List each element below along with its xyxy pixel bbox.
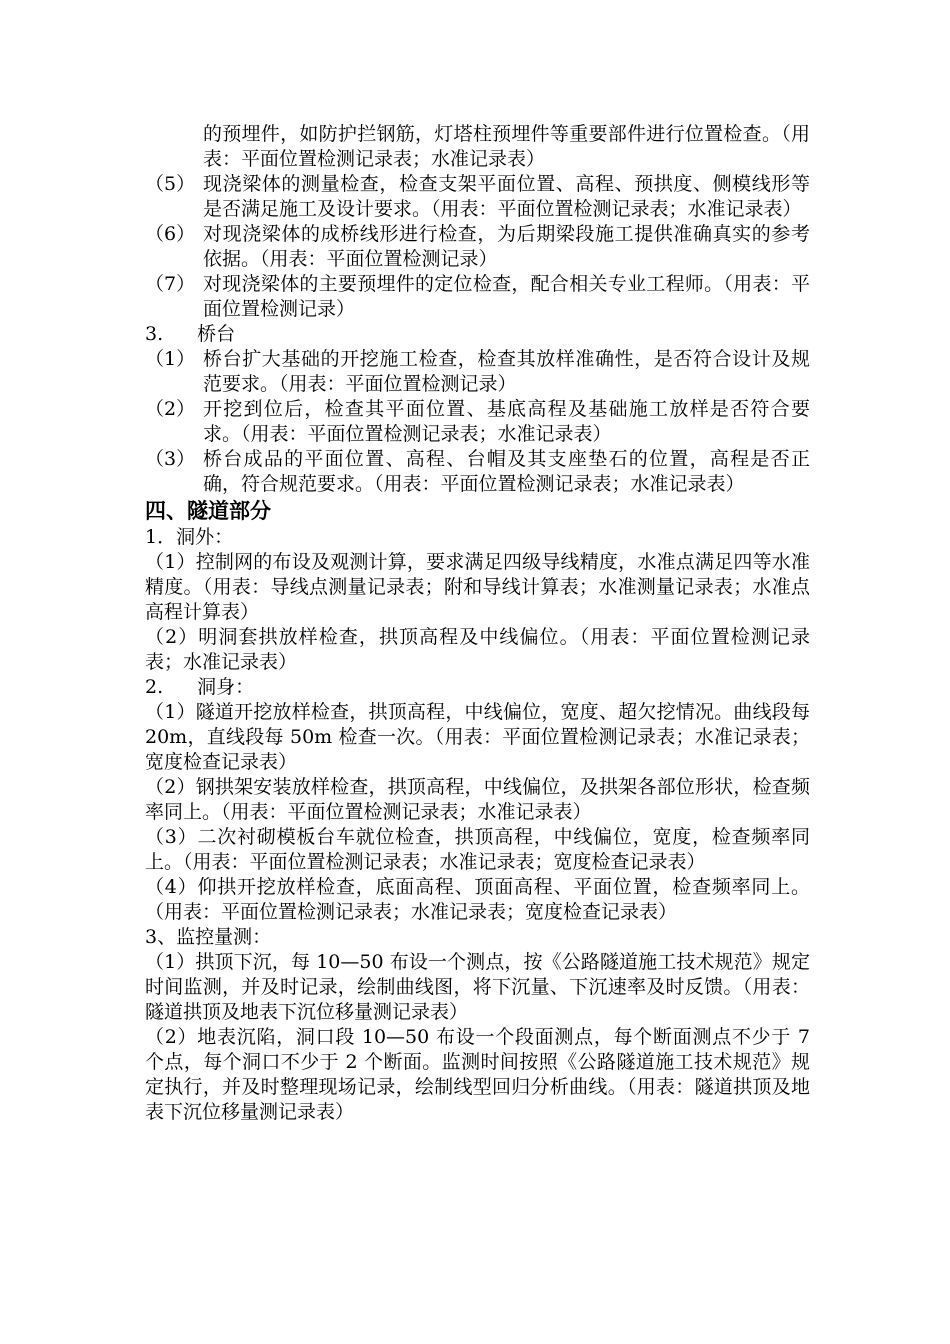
subheading-number: 3. <box>145 323 164 345</box>
list-item-text: 桥台成品的平面位置、高程、台帽及其支座垫石的位置，高程是否正确，符合规范要求。（用表：平面位置检测记录表；水准记录表） <box>203 448 810 495</box>
subheading-title: 桥台 <box>197 323 236 345</box>
paragraph-tunnel-body-2: （2）钢拱架安装放样检查，拱顶高程，中线偏位，及拱架各部位形状，检查频率同上。（用表：平面位置检测记录表；水准记录表） <box>145 776 810 823</box>
list-item-abutment-1 <box>145 347 810 397</box>
paragraph-portal-1: （1）控制网的布设及观测计算，要求满足四级导线精度，水准点满足四等水准精度。（用表：导线点测量记录表；附和导线计算表；水准测量记录表；水准点高程计算表） <box>145 551 810 623</box>
list-number: （7） <box>145 273 196 295</box>
subheading-title: 洞身： <box>197 676 255 698</box>
list-number: （2） <box>145 398 196 420</box>
paragraph-tunnel-body-4: （4）仰拱开挖放样检查，底面高程、顶面高程、平面位置，检查频率同上。（用表：平面位置检测记录表；水准记录表；宽度检查记录表） <box>145 876 810 923</box>
list-number: （3） <box>145 448 196 470</box>
list-item-text: 现浇梁体的测量检查，检查支架平面位置、高程、预拱度、侧模线形等是否满足施工及设计要求。（用表：平面位置检测记录表；水准记录表） <box>203 173 810 220</box>
list-number: （5） <box>145 173 196 195</box>
subheading-monitoring: 3、监控量测： <box>145 926 272 948</box>
paragraph-embedded-parts-cont: 的预埋件，如防护拦钢筋，灯塔柱预埋件等重要部件进行位置检查。（用表：平面位置检测记录表；水准记录表） <box>203 123 810 170</box>
paragraph-portal-2: （2）明洞套拱放样检查，拱顶高程及中线偏位。（用表：平面位置检测记录表；水准记录表） <box>145 626 810 673</box>
list-item-text: 对现浇梁体的成桥线形进行检查，为后期梁段施工提供准确真实的参考依据。（用表：平面位置检测记录） <box>203 223 810 270</box>
list-item-text: 桥台扩大基础的开挖施工检查，检查其放样准确性，是否符合设计及规范要求。（用表：平面位置检测记录） <box>203 348 810 395</box>
subheading-tunnel-body <box>145 675 810 700</box>
list-item-girder-7 <box>145 272 810 322</box>
list-item-abutment-3 <box>145 447 810 497</box>
list-number: （6） <box>145 223 196 245</box>
section-heading-tunnel: 四、隧道部分 <box>145 499 271 523</box>
list-item-text: 对现浇梁体的主要预埋件的定位检查，配合相关专业工程师。（用表：平面位置检测记录） <box>203 273 810 320</box>
list-item-girder-6 <box>145 222 810 272</box>
subheading-abutment <box>145 322 810 347</box>
list-item-text: 开挖到位后，检查其平面位置、基底高程及基础施工放样是否符合要求。（用表：平面位置检测记录表；水准记录表） <box>203 398 810 445</box>
list-number: （1） <box>145 348 196 370</box>
subheading-portal: 1．洞外： <box>145 526 234 548</box>
paragraph-monitoring-1: （1）拱顶下沉，每 10—50 布设一个测点，按《公路隧道施工技术规范》规定时间监测，并及时记录，绘制曲线图，将下沉量、下沉速率及时反馈。（用表：隧道拱顶及地表下沉位移量测记录表） <box>145 951 810 1023</box>
subheading-number: 2. <box>145 676 164 698</box>
paragraph-tunnel-body-1: （1）隧道开挖放样检查，拱顶高程，中线偏位，宽度、超欠挖情况。曲线段每 20m，直线段每 50m 检查一次。（用表：平面位置检测记录表；水准记录表；宽度检查记录表） <box>145 701 810 773</box>
list-item-abutment-2 <box>145 397 810 447</box>
paragraph-monitoring-2: （2）地表沉陷，洞口段 10—50 布设一个段面测点，每个断面测点不少于 7 个点，每个洞口不少于 2 个断面。监测时间按照《公路隧道施工技术规范》规定执行，并及时整理现场记录，绘制线型回归分析曲线。（用表：隧道拱顶及地表下沉位移量测记录表） <box>145 1026 810 1123</box>
list-item-girder-5 <box>145 172 810 222</box>
paragraph-tunnel-body-3: （3）二次衬砌模板台车就位检查，拱顶高程，中线偏位，宽度，检查频率同上。（用表：平面位置检测记录表；水准记录表；宽度检查记录表） <box>145 826 810 873</box>
document-body <box>145 122 810 1125</box>
